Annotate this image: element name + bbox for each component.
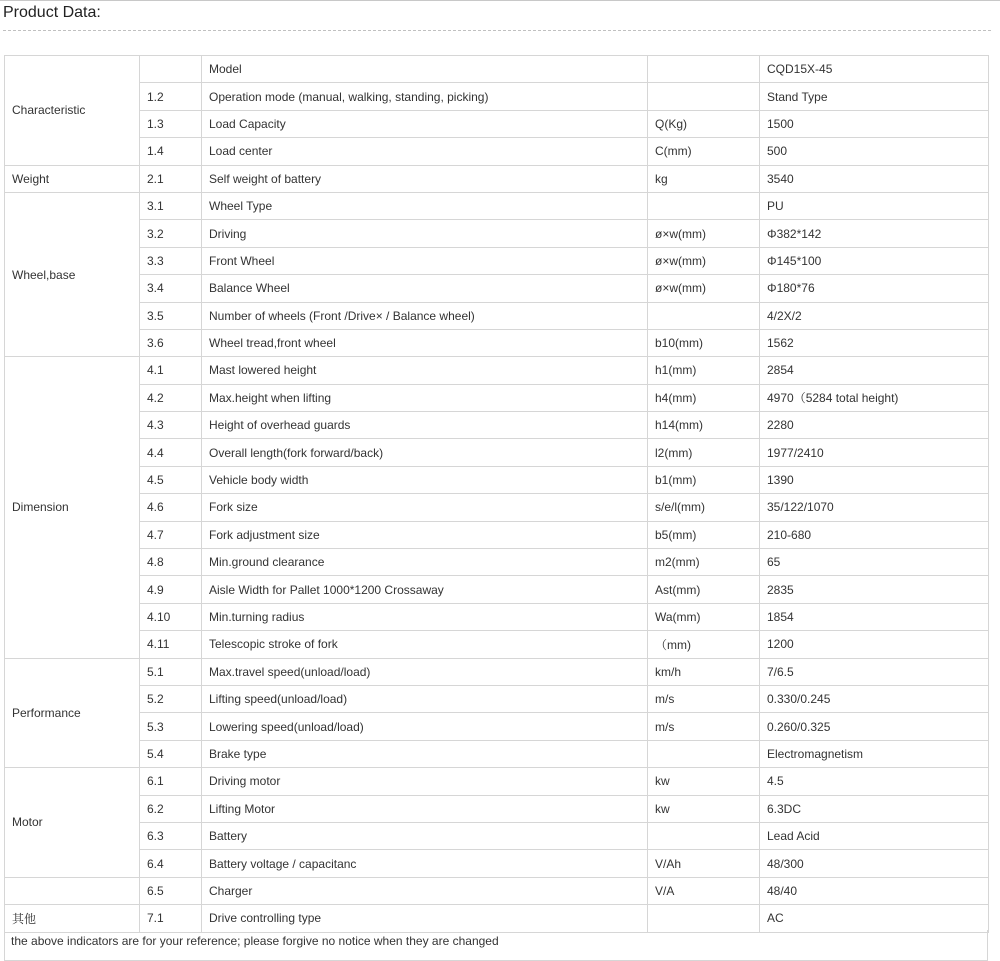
unit-cell: b10(mm) [648,329,760,356]
value-cell: 210-680 [760,521,989,548]
value-cell: 6.3DC [760,795,989,822]
table-row [5,877,989,904]
item-name-cell: Front Wheel [202,247,648,274]
value-cell: 0.260/0.325 [760,713,989,740]
unit-cell: V/A [648,877,760,904]
table-row [5,192,989,219]
group-cell: Characteristic [5,56,140,166]
value-cell: 2280 [760,412,989,439]
item-number-cell: 1.4 [140,138,202,165]
table-row [5,494,989,521]
item-number-cell: 6.4 [140,850,202,877]
table-row [5,56,989,83]
item-number-cell [140,56,202,83]
item-number-cell: 5.3 [140,713,202,740]
table-row [5,83,989,110]
table-row [5,850,989,877]
table-row [5,740,989,767]
unit-cell: （mm) [648,631,760,658]
value-cell: 1977/2410 [760,439,989,466]
item-name-cell: Load Capacity [202,110,648,137]
unit-cell: m2(mm) [648,549,760,576]
unit-cell: Ast(mm) [648,576,760,603]
unit-cell: V/Ah [648,850,760,877]
heading-divider [3,30,991,31]
table-row [5,165,989,192]
item-name-cell: Telescopic stroke of fork [202,631,648,658]
item-name-cell: Driving motor [202,768,648,795]
item-number-cell: 5.4 [140,740,202,767]
table-row [5,384,989,411]
item-name-cell: Mast lowered height [202,357,648,384]
value-cell: Electromagnetism [760,740,989,767]
table-row [5,138,989,165]
item-number-cell: 4.10 [140,603,202,630]
table-row [5,220,989,247]
item-number-cell: 4.9 [140,576,202,603]
table-row [5,412,989,439]
value-cell: Φ145*100 [760,247,989,274]
item-name-cell: Brake type [202,740,648,767]
value-cell: Φ180*76 [760,275,989,302]
item-number-cell: 4.5 [140,466,202,493]
group-cell: Dimension [5,357,140,658]
item-number-cell: 3.4 [140,275,202,302]
unit-cell: h4(mm) [648,384,760,411]
item-number-cell: 3.2 [140,220,202,247]
unit-cell [648,302,760,329]
value-cell: 1854 [760,603,989,630]
unit-cell: ø×w(mm) [648,275,760,302]
group-cell [5,877,140,904]
value-cell: 48/300 [760,850,989,877]
table-row [5,685,989,712]
item-number-cell: 2.1 [140,165,202,192]
item-number-cell: 3.1 [140,192,202,219]
item-number-cell: 4.3 [140,412,202,439]
item-name-cell: Drive controlling type [202,905,648,932]
table-row [5,466,989,493]
item-name-cell: Wheel Type [202,192,648,219]
value-cell: 7/6.5 [760,658,989,685]
table-row [5,357,989,384]
table-row [5,576,989,603]
value-cell: Φ382*142 [760,220,989,247]
value-cell: 35/122/1070 [760,494,989,521]
table-row [5,329,989,356]
value-cell: 2835 [760,576,989,603]
value-cell: AC [760,905,989,932]
item-name-cell: Balance Wheel [202,275,648,302]
unit-cell: km/h [648,658,760,685]
table-row [5,631,989,658]
item-name-cell: Charger [202,877,648,904]
unit-cell: Q(Kg) [648,110,760,137]
value-cell: 1200 [760,631,989,658]
table-row [5,768,989,795]
value-cell: 500 [760,138,989,165]
value-cell: 0.330/0.245 [760,685,989,712]
item-name-cell: Load center [202,138,648,165]
item-name-cell: Driving [202,220,648,247]
item-name-cell: Vehicle body width [202,466,648,493]
item-name-cell: Battery voltage / capacitanc [202,850,648,877]
unit-cell [648,822,760,849]
item-number-cell: 4.4 [140,439,202,466]
item-name-cell: Lifting speed(unload/load) [202,685,648,712]
value-cell: PU [760,192,989,219]
unit-cell [648,192,760,219]
unit-cell: m/s [648,713,760,740]
group-cell: Wheel,base [5,192,140,356]
item-number-cell: 6.5 [140,877,202,904]
table-row [5,795,989,822]
item-number-cell: 7.1 [140,905,202,932]
group-cell: Motor [5,768,140,878]
value-cell: 48/40 [760,877,989,904]
table-row [5,439,989,466]
value-cell: 4/2X/2 [760,302,989,329]
item-name-cell: Aisle Width for Pallet 1000*1200 Crossaway [202,576,648,603]
item-name-cell: Battery [202,822,648,849]
group-cell: Weight [5,165,140,192]
table-row [5,247,989,274]
item-name-cell: Operation mode (manual, walking, standing, picking) [202,83,648,110]
item-number-cell: 6.2 [140,795,202,822]
unit-cell [648,740,760,767]
unit-cell: C(mm) [648,138,760,165]
item-name-cell: Lifting Motor [202,795,648,822]
value-cell: 2854 [760,357,989,384]
item-number-cell: 1.3 [140,110,202,137]
item-number-cell: 1.2 [140,83,202,110]
item-number-cell: 4.7 [140,521,202,548]
spec-table-body [5,56,989,933]
table-row [5,713,989,740]
unit-cell: m/s [648,685,760,712]
footnote: the above indicators are for your reference; please forgive no notice when they are changed [11,934,499,948]
spec-table [4,55,989,933]
item-number-cell: 4.6 [140,494,202,521]
unit-cell: Wa(mm) [648,603,760,630]
group-cell: Performance [5,658,140,768]
item-number-cell: 5.2 [140,685,202,712]
item-number-cell: 5.1 [140,658,202,685]
item-name-cell: Wheel tread,front wheel [202,329,648,356]
value-cell: Lead Acid [760,822,989,849]
table-row [5,603,989,630]
table-row [5,549,989,576]
unit-cell: b5(mm) [648,521,760,548]
item-number-cell: 3.6 [140,329,202,356]
item-name-cell: Number of wheels (Front /Drive× / Balance wheel) [202,302,648,329]
unit-cell: l2(mm) [648,439,760,466]
item-name-cell: Max.height when lifting [202,384,648,411]
unit-cell: kw [648,795,760,822]
table-row [5,905,989,932]
unit-cell [648,83,760,110]
unit-cell: h14(mm) [648,412,760,439]
value-cell: 1390 [760,466,989,493]
item-name-cell: Lowering speed(unload/load) [202,713,648,740]
unit-cell: ø×w(mm) [648,220,760,247]
item-name-cell: Min.turning radius [202,603,648,630]
unit-cell: s/e/l(mm) [648,494,760,521]
unit-cell: b1(mm) [648,466,760,493]
table-row [5,822,989,849]
value-cell: CQD15X-45 [760,56,989,83]
item-number-cell: 6.1 [140,768,202,795]
group-cell: 其他 [5,905,140,932]
item-name-cell: Min.ground clearance [202,549,648,576]
unit-cell: kg [648,165,760,192]
table-row [5,658,989,685]
page-title: Product Data: [3,4,101,21]
item-number-cell: 4.11 [140,631,202,658]
unit-cell: kw [648,768,760,795]
value-cell: 4970（5284 total height) [760,384,989,411]
item-number-cell: 3.3 [140,247,202,274]
value-cell: 65 [760,549,989,576]
item-name-cell: Fork size [202,494,648,521]
value-cell: 3540 [760,165,989,192]
unit-cell: h1(mm) [648,357,760,384]
item-number-cell: 4.1 [140,357,202,384]
value-cell: 1562 [760,329,989,356]
value-cell: 1500 [760,110,989,137]
table-row [5,302,989,329]
item-name-cell: Self weight of battery [202,165,648,192]
item-name-cell: Overall length(fork forward/back) [202,439,648,466]
item-name-cell: Height of overhead guards [202,412,648,439]
unit-cell: ø×w(mm) [648,247,760,274]
value-cell: Stand Type [760,83,989,110]
item-number-cell: 4.2 [140,384,202,411]
value-cell: 4.5 [760,768,989,795]
top-rule [0,0,1000,1]
item-number-cell: 3.5 [140,302,202,329]
table-row [5,521,989,548]
item-number-cell: 4.8 [140,549,202,576]
item-name-cell: Model [202,56,648,83]
unit-cell [648,905,760,932]
table-row [5,110,989,137]
unit-cell [648,56,760,83]
item-number-cell: 6.3 [140,822,202,849]
item-name-cell: Max.travel speed(unload/load) [202,658,648,685]
item-name-cell: Fork adjustment size [202,521,648,548]
table-row [5,275,989,302]
